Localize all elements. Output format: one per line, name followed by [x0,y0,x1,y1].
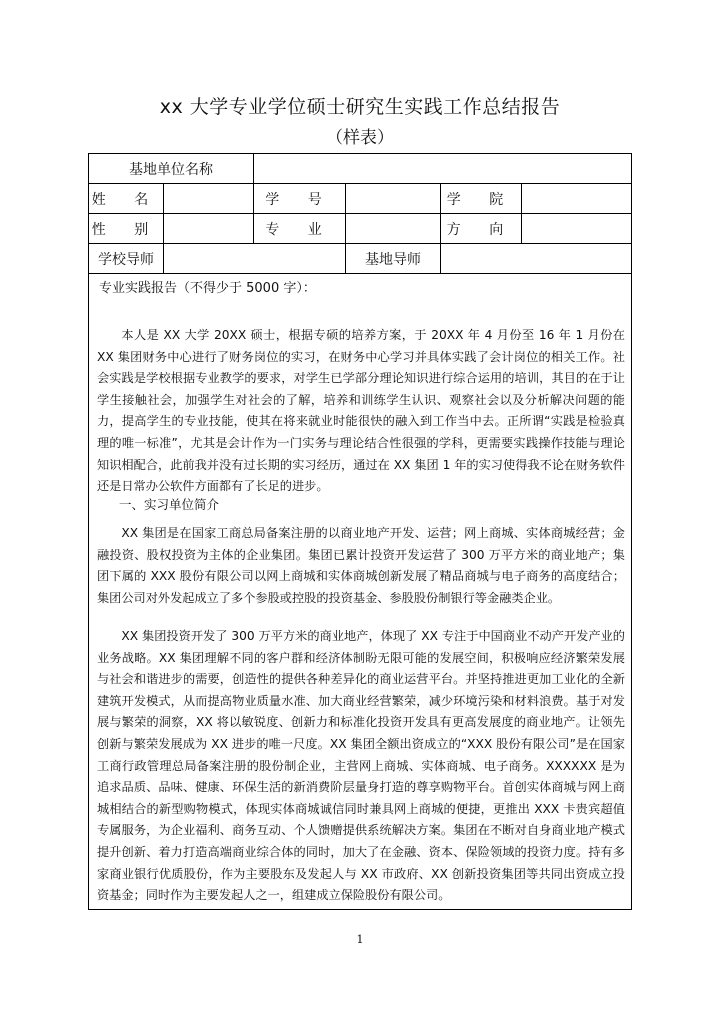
college-label: 学 院 [441,184,522,214]
form-row-name [89,184,632,214]
student-id-label: 学 号 [254,184,346,214]
document-subtitle: （样表） [326,128,394,148]
info-form-table [88,153,632,274]
student-id-field[interactable] [346,184,441,214]
practice-report-box [88,269,632,910]
intro-text: 本人是 XX 大学 20XX 硕士，根据专硕的培养方案，于 20XX 年 4 月份至 16 年 1 月份在 XX 集团财务中心进行了财务岗位的实习，在财务中心学习并具体实践了会计岗位的相关工作。社会实践是学校根据专业教学的要求，对学生已学部分理论知识进行综合运用的培训，其目的在于让学生接触社会，加强学生对社会的了解，培养和训练学生认识、观察社会以及分析解决问题的能力，提高学生的专业技能，使其在将来就业时能很快的融入到工作当中去。正所谓“实践是检验真理的唯一标准”，尤其是会计作为一门实务与理论结合性很强的学科，更需要实践操作技能与理论知识相配合，此前我并没有过长期的实习经历，通过在 XX 集团 1 年的实习使得我不论在财务软件还是日常办公软件方面都有了长足的进步。 [97,328,625,494]
document-title: xx 大学专业学位硕士研究生实践工作总结报告 [159,96,561,118]
gender-label: 性 别 [89,214,164,244]
base-unit-label: 基地单位名称 [89,154,254,184]
form-row-base-unit [89,154,632,184]
college-field[interactable] [522,184,632,214]
para1-text: XX 集团是在国家工商总局备案注册的以商业地产开发、运营；网上商城、实体商城经营；金融投资、股权投资为主体的企业集团。集团已累计投资开发运营了 300 万平方米的商业地产；集团下属的 XXX 股份有限公司以网上商城和实体商城创新发展了精品商城与电子商务的高度结合；集团公司对外发起成立了多个参股或控股的投资基金、参股股份制银行等金融类企业。 [97,526,625,605]
page-number: 1 [356,933,364,946]
name-label: 姓 名 [89,184,164,214]
direction-field[interactable] [522,214,632,244]
name-field[interactable] [164,184,254,214]
major-label: 专 业 [254,214,346,244]
base-advisor-label: 基地导师 [346,244,441,274]
direction-label: 方 向 [441,214,522,244]
report-intro-paragraph [97,325,625,498]
gender-field[interactable] [164,214,254,244]
report-heading: 专业实践报告（不得少于 5000 字）： [99,281,316,296]
company-intro-paragraph-1 [97,523,625,609]
base-unit-field[interactable] [254,154,632,184]
school-advisor-label: 学校导师 [89,244,164,274]
major-field[interactable] [346,214,441,244]
form-row-gender [89,214,632,244]
section-heading-company-intro: 一、实习单位简介 [119,497,220,512]
para2-text: XX 集团投资开发了 300 万平方米的商业地产，体现了 XX 专注于中国商业不动产开发产业的业务战略。XX 集团理解不同的客户群和经济体制盼无限可能的发展空间，积极响应经济繁荣发展与社会和谐进步的需要，创造性的提供各种差异化的商业运营平台。并坚持推进更加工业化的全新建筑开发模式，从而提高物业质量水准、加大商业经营繁荣，减少环境污染和材料浪费。基于对发展与繁荣的洞察，XX 将以敏锐度、创新力和标准化投资开发具有更高发展度的商业地产。让领先创新与繁荣发展成为 XX 进步的唯一尺度。XX 集团全额出资成立的“XXX 股份有限公司”是在国家工商行政管理总局备案注册的股份制企业，主营网上商城、实体商城、电子商务。XXXXXX 是为追求品质、品味、健康、环保生活的新消费阶层量身打造的尊享购物平台。首创实体商城与网上商城相结合的新型购物模式，体现实体商城诚信同时兼具网上商城的便捷，更推出 XXX 卡贵宾超值专属服务，为企业福利、商务互动、个人馈赠提供系统解决方案。集团在不断对自身商业地产模式提升创新、着力打造高端商业综合体的同时，加大了在金融、资本、保险领域的投资力度。持有多家商业银行优质股份，作为主要股东及发起人与 XX 市政府、XX 创新投资集团等共同出资成立投资基金；同时作为主要发起人之一，组建成立保险股份有限公司。 [97,629,625,903]
company-intro-paragraph-2 [97,626,625,907]
